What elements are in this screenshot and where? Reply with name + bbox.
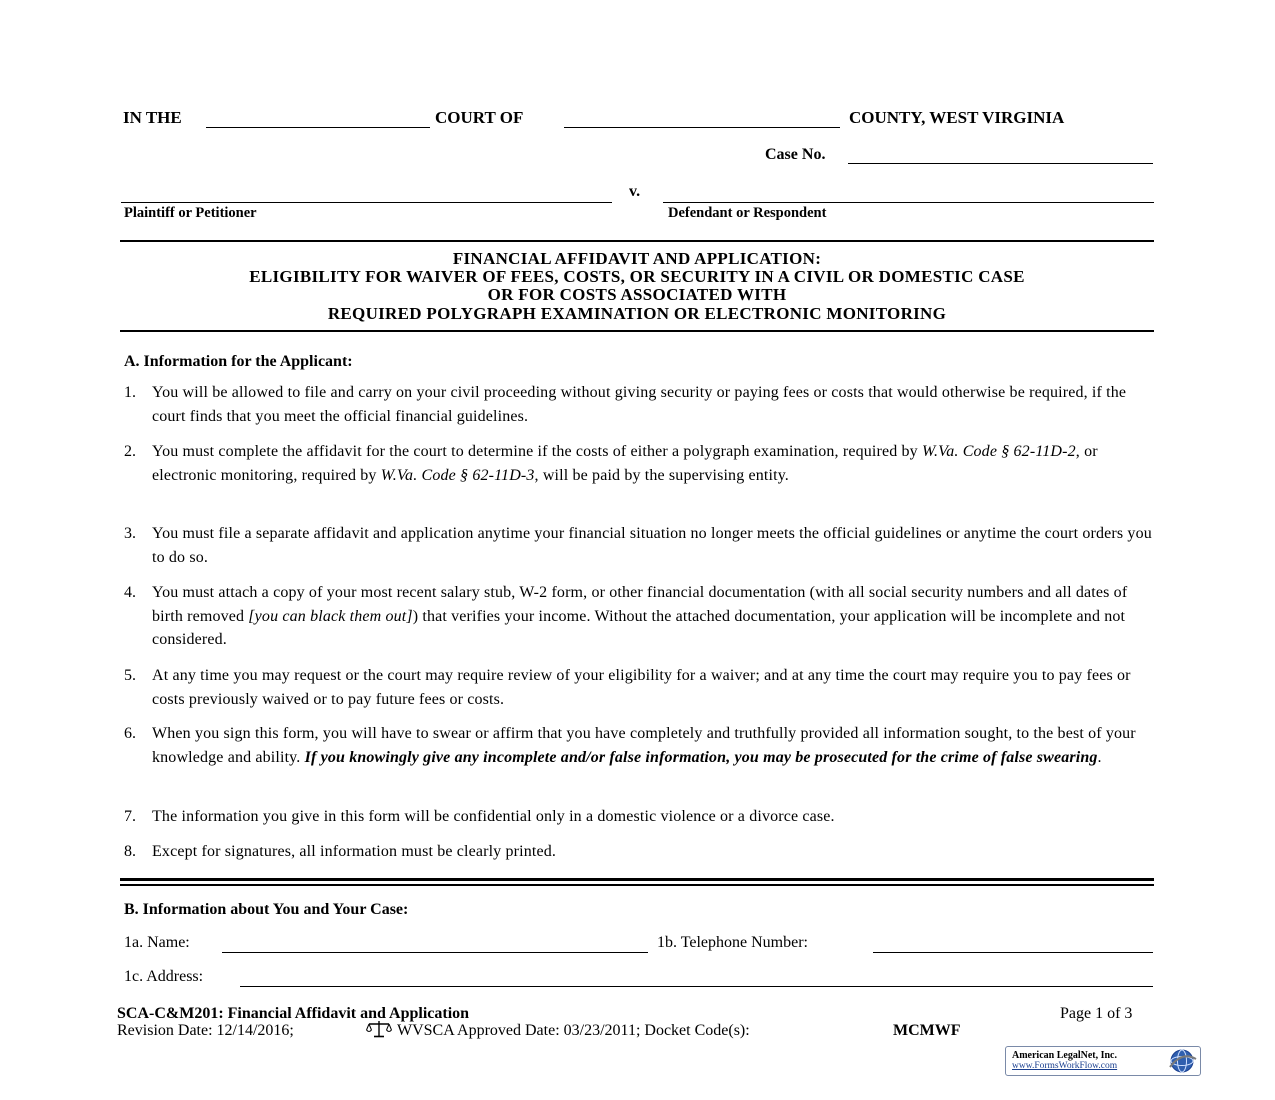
form-title-line-1: FINANCIAL AFFIDAVIT AND APPLICATION: [452,249,822,268]
defendant-field[interactable] [663,202,1154,203]
docket-code: MCMWF [893,1022,961,1039]
false-swearing-warning: If you knowingly give any incomplete and/or false information, you may be prosecuted for the crime of false swearing [304,748,1098,766]
item-number: 4. [124,584,136,601]
item-text: You must file a separate affidavit and application anytime your financial situation no longer meets the official guidelines or anytime the court orders you to do so. [152,525,1152,566]
applicant-info-item [124,440,1154,487]
item-number: 5. [124,667,136,684]
county-field[interactable] [564,127,840,128]
approved-date: WVSCA Approved Date: 03/23/2011; Docket Code(s): [397,1022,750,1039]
court-type-field[interactable] [206,127,430,128]
defendant-label: Defendant or Respondent [668,205,827,221]
telephone-label: 1b. Telephone Number: [657,934,808,951]
legalnet-logo[interactable] [1005,1046,1201,1076]
court-of-label: COURT OF [435,108,524,127]
globe-icon [1166,1047,1198,1075]
county-wv-label: COUNTY, WEST VIRGINIA [849,108,1065,127]
item-text: You must complete the affidavit for the court to determine if the costs of either a polygraph examination, required by W.Va. Code § 62-11D-2, or electronic monitoring, required by W.Va. Code § 62-11D-3, will be paid by the supervising entity. [152,443,1098,484]
applicant-info-item [124,722,1154,769]
page-number: Page 1 of 3 [1060,1005,1133,1022]
applicant-info-item [124,664,1154,711]
item-number: 1. [124,384,136,401]
name-label: 1a. Name: [124,934,190,951]
code-citation: W.Va. Code § 62-11D-3 [380,466,535,484]
plaintiff-label: Plaintiff or Petitioner [124,205,257,221]
item-text: You must attach a copy of your most recent salary stub, W-2 form, or other financial documentation (with all social security numbers and all dates of birth removed [you can black them out]) that verifies your income. Without the attached documentation, your application will be incomplete and not considered. [152,584,1128,648]
section-b-heading: B. Information about You and Your Case: [124,901,409,918]
form-title-line-3: OR FOR COSTS ASSOCIATED WITH [487,285,787,304]
section-a-heading: A. Information for the Applicant: [124,353,353,370]
item-number: 2. [124,443,136,460]
applicant-info-item [124,522,1154,569]
item-number: 8. [124,843,136,860]
item-text: The information you give in this form will be confidential only in a domestic violence or a divorce case. [152,808,835,825]
section-divider-top [120,878,1154,881]
redaction-note: [you can black them out] [248,607,413,625]
case-number-label: Case No. [765,146,826,163]
item-number: 7. [124,808,136,825]
telephone-field[interactable] [873,952,1153,953]
form-title-line-2: ELIGIBILITY FOR WAIVER OF FEES, COSTS, OR SECURITY IN A CIVIL OR DOMESTIC CASE [249,267,1025,286]
applicant-info-item [124,805,1154,829]
in-the-label: IN THE [123,108,182,127]
item-text: At any time you may request or the court may require review of your eligibility for a waiver; and at any time the court may require you to pay fees or costs previously waived or to pay future fees or costs. [152,667,1131,708]
scales-of-justice-icon [366,1020,392,1038]
plaintiff-field[interactable] [121,202,612,203]
versus-label: v. [629,183,641,200]
company-name: American LegalNet, Inc. [1012,1050,1117,1061]
form-id: SCA-C&M201: Financial Affidavit and Application [117,1005,470,1022]
item-text: You will be allowed to file and carry on your civil proceeding without giving security or paying fees or costs that would otherwise be required, if the court finds that you meet the official financial guidelines. [152,384,1127,425]
company-url[interactable]: www.FormsWorkFlow.com [1012,1061,1118,1071]
form-title-line-4: REQUIRED POLYGRAPH EXAMINATION OR ELECTRONIC MONITORING [327,304,947,323]
case-number-field[interactable] [848,163,1153,164]
code-citation: W.Va. Code § 62-11D-2 [921,443,1076,460]
item-number: 6. [124,725,136,742]
name-field[interactable] [222,952,648,953]
title-rule-top [120,240,1154,242]
address-field[interactable] [240,986,1153,987]
revision-date: Revision Date: 12/14/2016; [117,1022,294,1039]
item-text: Except for signatures, all information must be clearly printed. [152,843,556,860]
applicant-info-item [124,381,1154,428]
item-number: 3. [124,525,136,542]
applicant-info-item [124,840,1154,864]
item-text: When you sign this form, you will have to swear or affirm that you have completely and truthfully provided all information sought, to the best of your knowledge and ability. If you knowingly give any incomplete and/or false information, you may be prosecuted for the crime of false swearing. [152,725,1136,766]
section-divider-bottom [120,884,1154,886]
applicant-info-item [124,581,1154,652]
address-label: 1c. Address: [124,968,204,985]
title-rule-bottom [120,330,1154,332]
